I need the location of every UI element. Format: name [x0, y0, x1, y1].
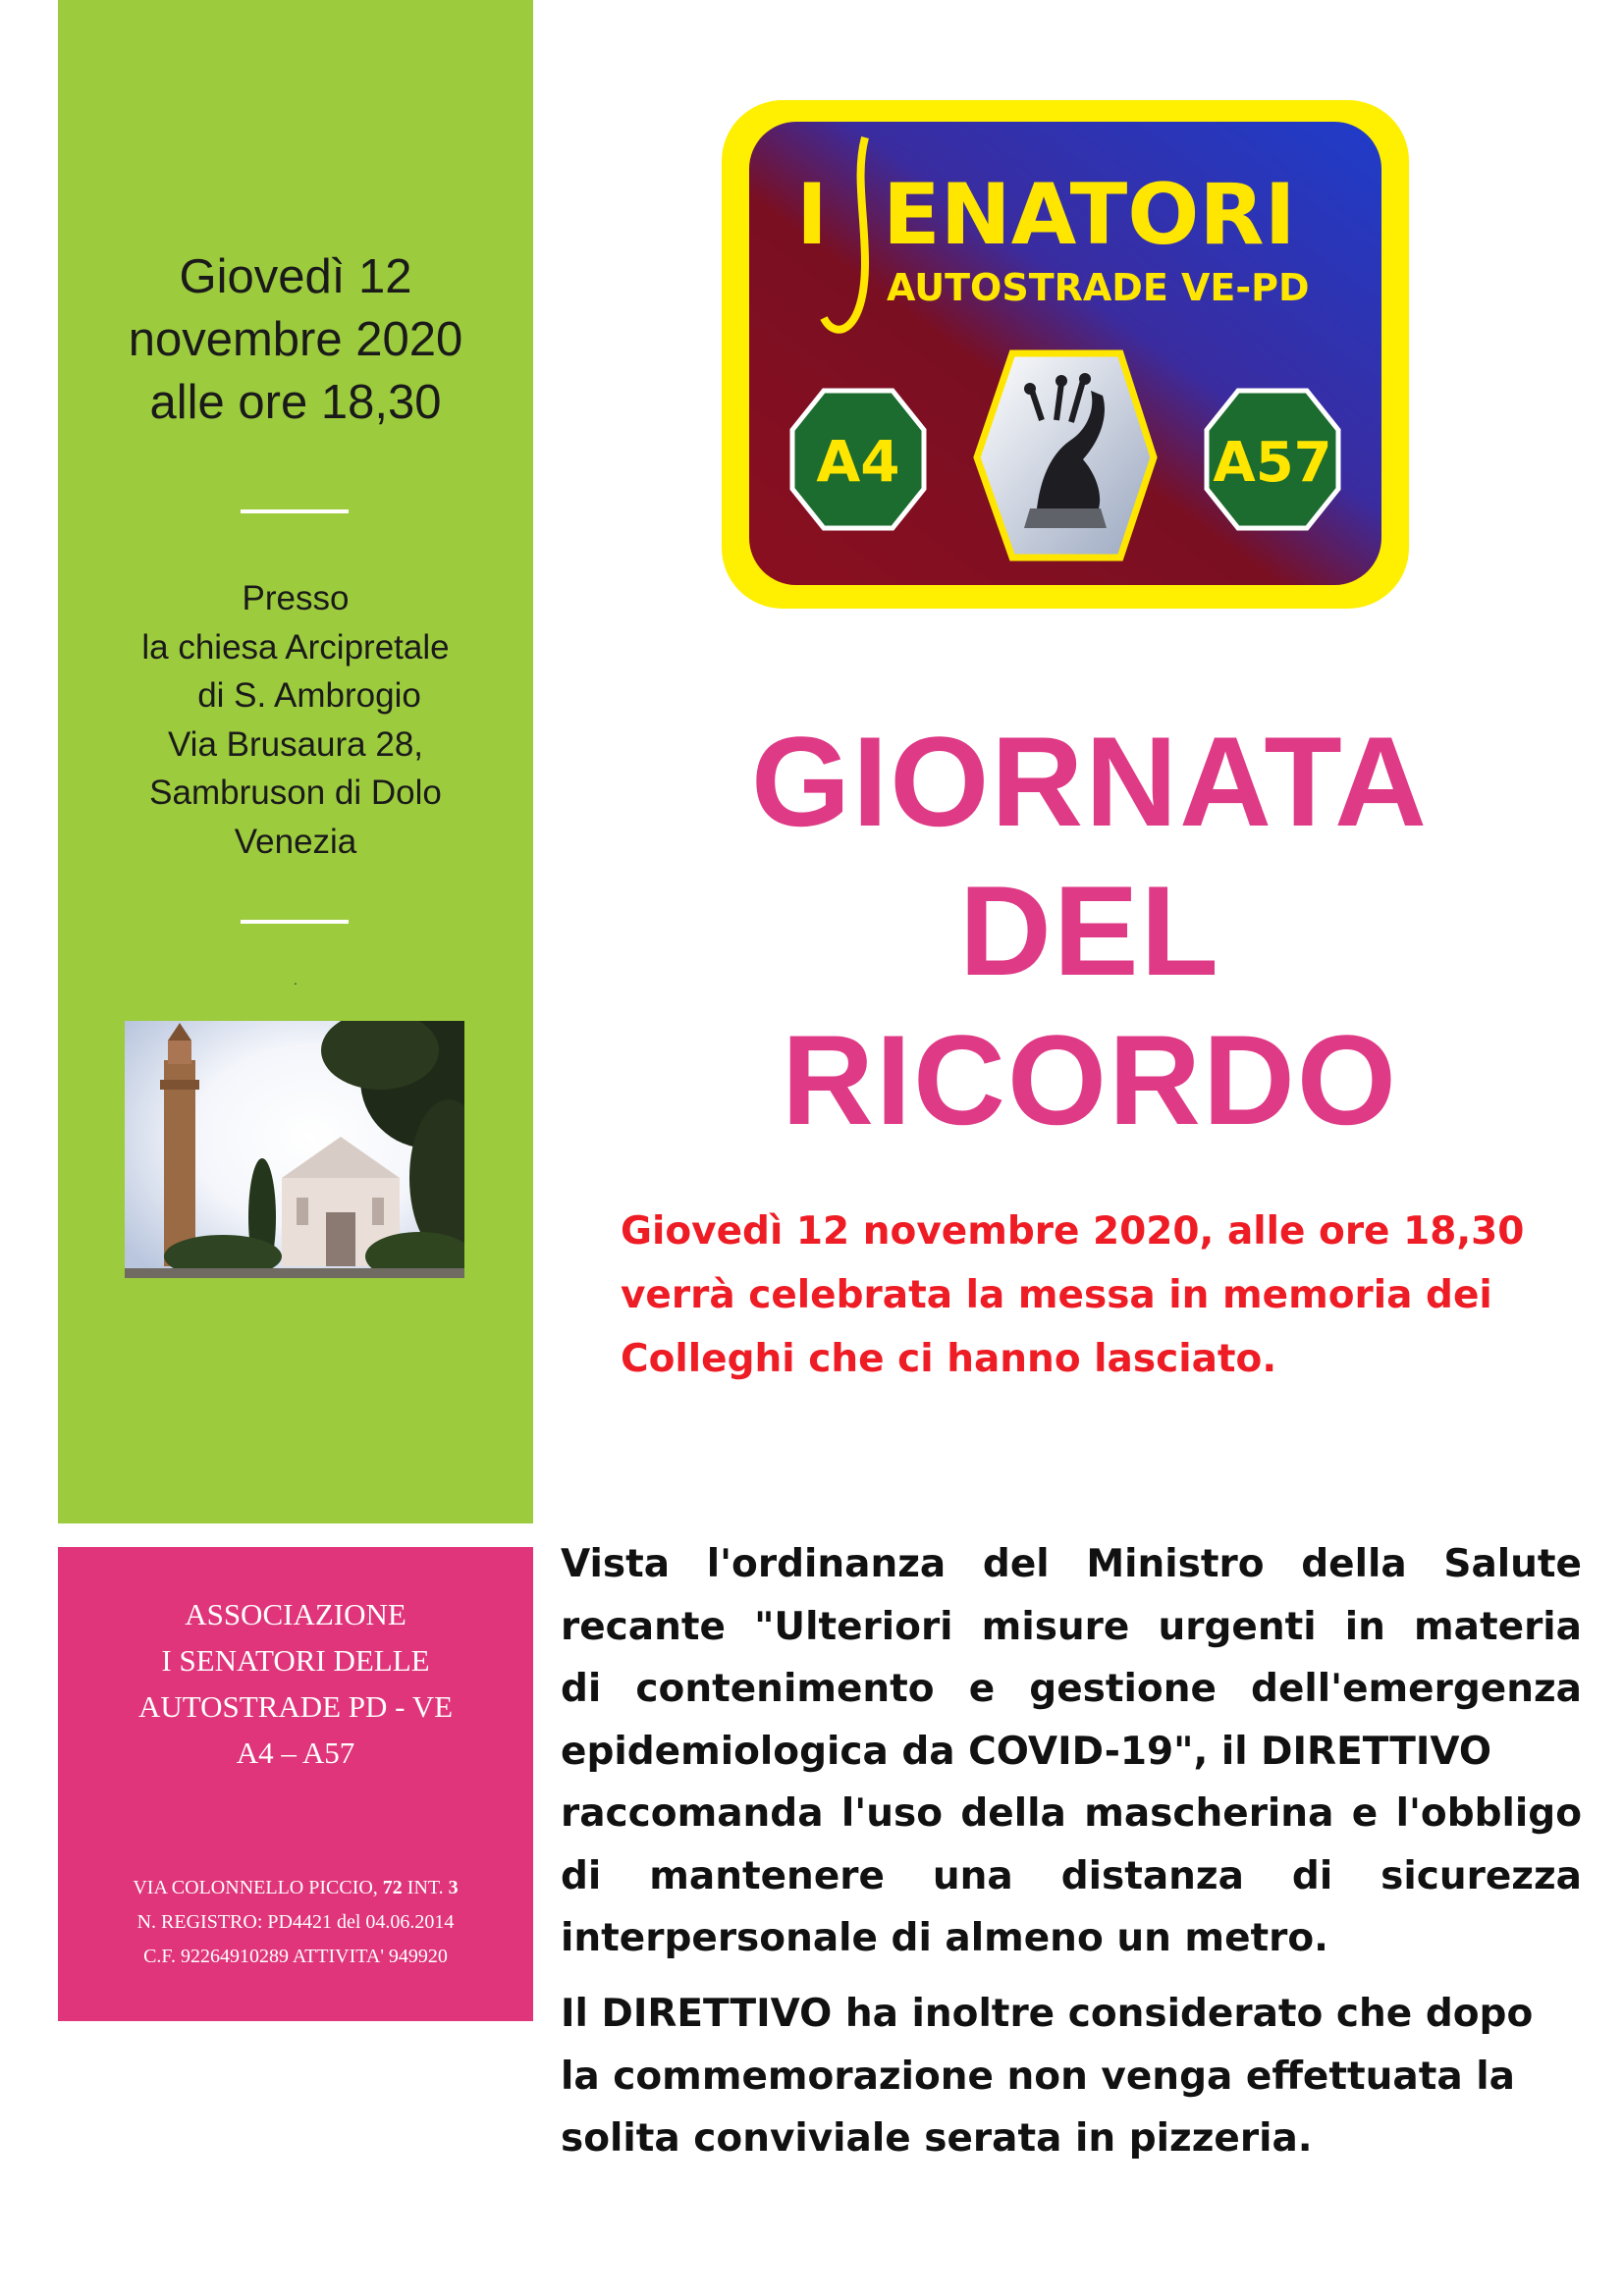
directive-note [561, 1983, 1582, 2170]
association-name [58, 1591, 533, 1776]
notice-line: recante "Ulteriori misure urgenti in materia [561, 1604, 1582, 1649]
notice-line: raccomanda l'uso della mascherina e l'obbligo [561, 1791, 1582, 1836]
notice-line: di mantenere una distanza di sicurezza [561, 1853, 1582, 1898]
date-line: novembre 2020 [128, 313, 463, 366]
association-address [58, 1871, 533, 1905]
logo-title-i: I [796, 166, 828, 264]
event-title [609, 707, 1571, 1154]
association-tax-code: C.F. 92264910289 ATTIVITA' 949920 [143, 1946, 448, 1967]
badge-a4: A4 [816, 428, 900, 495]
address-int-label: INT. [406, 1877, 444, 1898]
title-line: DEL [959, 859, 1220, 1002]
association-name-line: AUTOSTRADE PD - VE [137, 1689, 454, 1724]
address-street: VIA COLONNELLO PICCIO, [133, 1877, 378, 1898]
title-line: GIORNATA [751, 710, 1429, 853]
date-line: Giovedì 12 [179, 250, 412, 303]
event-date [58, 245, 533, 434]
title-line: RICORDO [782, 1008, 1398, 1151]
venue-line: la chiesa Arcipretale [141, 627, 450, 667]
note-line: solita conviviale serata in pizzeria. [561, 2116, 1313, 2161]
notice-line: epidemiologica da COVID-19", il DIRETTIVO [561, 1729, 1491, 1774]
date-line: alle ore 18,30 [149, 376, 442, 429]
logo-subtitle: AUTOSTRADE VE-PD [887, 266, 1310, 309]
address-int: 3 [448, 1877, 459, 1898]
association-name-line: I SENATORI DELLE [161, 1643, 430, 1678]
covid-notice [561, 1533, 1582, 1970]
divider-line [241, 509, 349, 513]
logo-title-rest: ENATORI [883, 166, 1296, 264]
venue-line: Venezia [234, 822, 357, 861]
mass-announcement [621, 1200, 1602, 1391]
association-name-line: A4 – A57 [236, 1735, 355, 1770]
association-details [58, 1871, 533, 1974]
note-line: Il DIRETTIVO ha inoltre considerato che dopo [561, 1992, 1534, 2036]
badge-a57: A57 [1213, 431, 1332, 495]
dot-mark: . [294, 972, 298, 988]
association-box [58, 1547, 533, 2021]
mass-line: Giovedì 12 novembre 2020, alle ore 18,30 [621, 1209, 1525, 1254]
note-line: la commemorazione non venga effettuata la [561, 2054, 1515, 2099]
mass-line: verrà celebrata la messa in memoria dei [621, 1273, 1492, 1317]
venue-line: Via Brusaura 28, [167, 724, 424, 764]
event-venue [58, 574, 533, 866]
notice-line: interpersonale di almeno un metro. [561, 1916, 1328, 1960]
notice-line: Vista l'ordinanza del Ministro della Salute [561, 1542, 1582, 1586]
church-photo [125, 1021, 464, 1278]
association-registry: N. REGISTRO: PD4421 del 04.06.2014 [136, 1911, 455, 1933]
senatori-logo [718, 96, 1413, 613]
association-name-line: ASSOCIAZIONE [185, 1597, 406, 1631]
sidebar-panel [58, 0, 533, 1523]
notice-line: di contenimento e gestione dell'emergenza [561, 1667, 1582, 1711]
address-number: 72 [382, 1877, 403, 1898]
venue-line: Sambruson di Dolo [149, 774, 442, 812]
venue-line: di S. Ambrogio [197, 676, 421, 715]
mass-line: Colleghi che ci hanno lasciato. [621, 1337, 1277, 1381]
divider-line [241, 920, 349, 924]
venue-line: Presso [242, 579, 350, 617]
